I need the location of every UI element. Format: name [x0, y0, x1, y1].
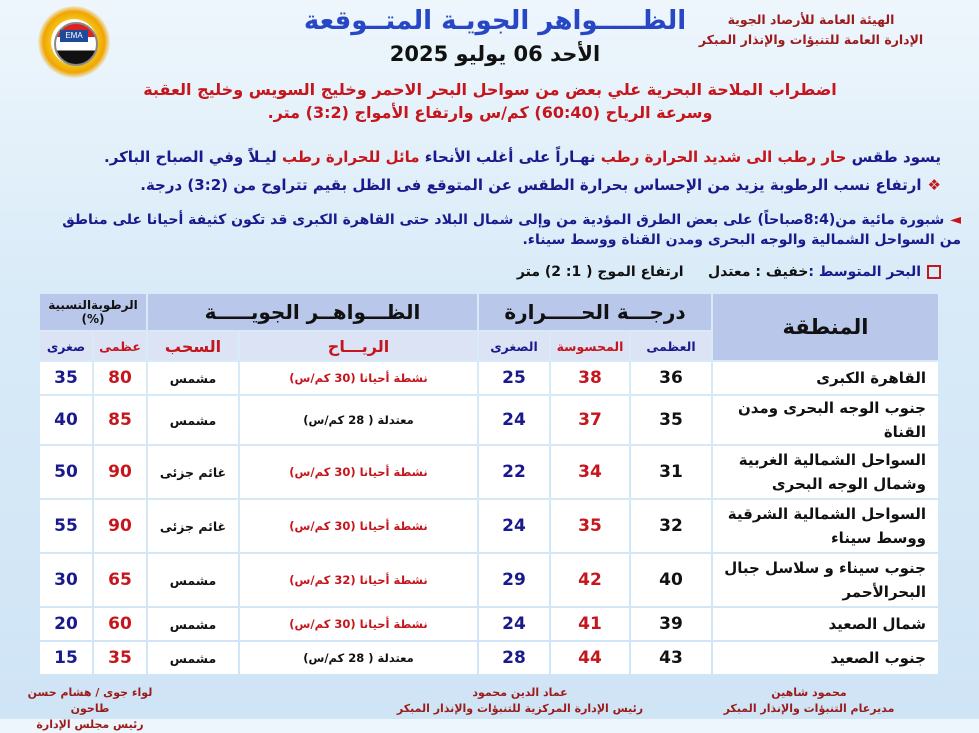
hum-max-cell: 90 [94, 446, 146, 498]
square-bullet-icon [927, 265, 941, 279]
hum-max-cell: 35 [94, 642, 146, 674]
region-cell: جنوب الوجه البحرى ومدن القناة [713, 396, 938, 444]
hum-max-cell: 80 [94, 362, 146, 394]
min-cell: 25 [479, 362, 549, 394]
cloud-cell: غائم جزئى [148, 446, 238, 498]
table-row [40, 500, 938, 552]
b1-d: مائل للحرارة رطب [281, 148, 420, 166]
hum-min-cell: 55 [40, 500, 92, 552]
min-cell: 24 [479, 608, 549, 640]
hum-min-cell: 20 [40, 608, 92, 640]
org-line-1: الهيئة العامة للأرصاد الجوية [727, 12, 895, 27]
signature-chairman [10, 685, 170, 733]
hum-min-cell: 35 [40, 362, 92, 394]
table-row [40, 362, 938, 394]
cloud-cell: مشمس [148, 362, 238, 394]
bullet-fog [56, 210, 961, 250]
b3-text: شبورة مائية من(8:4صباحاً) على بعض الطرق المؤدية من وإلى شمال البلاد حتى القاهرة الكبرى قد تكون كثيفة أحيانا على مناطق من السواحل الشمالية والوجه البحرى ومدن القناة ووسط سيناء. [62, 212, 961, 248]
col-max: العظمى [631, 332, 711, 360]
wind-cell: معتدلة ( 28 كم/س) [240, 396, 477, 444]
signature-central-head [380, 685, 660, 717]
flag-emblem [54, 22, 98, 66]
cloud-cell: مشمس [148, 396, 238, 444]
wind-cell: معتدلة ( 28 كم/س) [240, 642, 477, 674]
forecast-date: الأحد 06 يوليو 2025 [389, 42, 601, 66]
sig3-title: رئيس مجلس الإدارة [36, 718, 144, 731]
sig3-name: لواء جوى / هشام حسن طاحون [27, 686, 153, 715]
region-cell: السواحل الشمالية الغربية وشمال الوجه البحرى [713, 446, 938, 498]
marine-warning-line-2: وسرعة الرياح (60:40) كم/س وارتفاع الأمواج (3:2) متر. [267, 103, 713, 122]
region-cell: جنوب الصعيد [713, 642, 938, 674]
sea-state: خفيف : معتدل [707, 264, 809, 280]
cloud-cell: مشمس [148, 554, 238, 606]
marine-warning-line-1: اضطراب الملاحة البحرية علي بعض من سواحل البحر الاحمر وخليج السويس وخليج العقبة [143, 80, 837, 99]
ema-logo [38, 6, 110, 78]
wind-cell: نشطة أحيانا (30 كم/س) [240, 608, 477, 640]
bullet-weather [61, 148, 941, 166]
col-region: المنطقة [713, 294, 938, 360]
col-phenomena: الظـــواهــر الجويـــــة [148, 294, 477, 330]
hum-min-cell: 50 [40, 446, 92, 498]
min-cell: 24 [479, 500, 549, 552]
col-temperature: درجـــة الحـــــرارة [479, 294, 711, 330]
signature-forecast-director [699, 685, 919, 717]
cloud-cell: مشمس [148, 608, 238, 640]
wind-cell: نشطة أحيانا (30 كم/س) [240, 446, 477, 498]
max-cell: 40 [631, 554, 711, 606]
hum-max-cell: 65 [94, 554, 146, 606]
max-cell: 32 [631, 500, 711, 552]
region-cell: القاهرة الكبرى [713, 362, 938, 394]
triangle-bullet-icon: ◄ [950, 212, 961, 228]
feels-cell: 38 [551, 362, 629, 394]
table-row [40, 554, 938, 606]
b1-c: نهـاراً على أغلب الأنحاء [424, 148, 596, 166]
table-row [40, 608, 938, 640]
feels-cell: 44 [551, 642, 629, 674]
region-cell: السواحل الشمالية الشرقية ووسط سيناء [713, 500, 938, 552]
feels-cell: 41 [551, 608, 629, 640]
b1-a: يسود طقس [851, 148, 941, 166]
b2-text: ارتفاع نسب الرطوبة يزيد من الإحساس بحرارة الطقس عن المتوقع فى الظل بقيم تتراوح من (3:2) درجة. [140, 176, 922, 194]
page-title: الظـــــواهر الجويـة المتــوقعة [303, 6, 687, 36]
min-cell: 24 [479, 396, 549, 444]
max-cell: 39 [631, 608, 711, 640]
col-wind: الريـــاح [240, 332, 477, 360]
feels-cell: 34 [551, 446, 629, 498]
bullet-humidity [61, 176, 941, 194]
hum-max-cell: 60 [94, 608, 146, 640]
hum-min-cell: 15 [40, 642, 92, 674]
org-line-2: الإدارة العامة للتنبؤات والإنذار المبكر [698, 32, 924, 47]
table-row [40, 396, 938, 444]
col-hum-max: عظمى [94, 332, 146, 360]
min-cell: 28 [479, 642, 549, 674]
b1-e: ليـلاً وفي الصباح الباكر. [104, 148, 277, 166]
sig1-title: مديرعام التنبؤات والإنذار المبكر [723, 702, 895, 715]
min-cell: 29 [479, 554, 549, 606]
col-cloud: السحب [148, 332, 238, 360]
sig2-name: عماد الدين محمود [472, 686, 568, 699]
min-cell: 22 [479, 446, 549, 498]
max-cell: 43 [631, 642, 711, 674]
wind-cell: نشطة أحيانا (30 كم/س) [240, 362, 477, 394]
feels-cell: 37 [551, 396, 629, 444]
col-min: الصغرى [479, 332, 549, 360]
organization-name [661, 10, 961, 50]
col-feels: المحسوسة [551, 332, 629, 360]
max-cell: 35 [631, 396, 711, 444]
region-cell: شمال الصعيد [713, 608, 938, 640]
forecast-table [38, 292, 940, 676]
cloud-cell: مشمس [148, 642, 238, 674]
sig2-title: رئيس الإدارة المركزية للتنبؤات والإنذار المبكر [396, 702, 644, 715]
hum-max-cell: 85 [94, 396, 146, 444]
max-cell: 31 [631, 446, 711, 498]
wind-cell: نشطة أحيانا (32 كم/س) [240, 554, 477, 606]
wind-cell: نشطة أحيانا (30 كم/س) [240, 500, 477, 552]
table-row [40, 446, 938, 498]
sig1-name: محمود شاهين [771, 686, 847, 699]
col-hum-min: صغرى [40, 332, 92, 360]
hum-max-cell: 90 [94, 500, 146, 552]
logo-text: EMA [60, 30, 88, 42]
sea-label: البحر المتوسط : [808, 264, 921, 280]
max-cell: 36 [631, 362, 711, 394]
hum-min-cell: 30 [40, 554, 92, 606]
table-row [40, 642, 938, 674]
feels-cell: 35 [551, 500, 629, 552]
b1-b: حار رطب الى شديد الحرارة رطب [600, 148, 847, 166]
hum-min-cell: 40 [40, 396, 92, 444]
diamond-bullet-icon: ❖ [927, 176, 941, 194]
bullet-sea [41, 264, 941, 280]
region-cell: جنوب سيناء و سلاسل جبال البحرالأحمر [713, 554, 938, 606]
cloud-cell: غائم جزئى [148, 500, 238, 552]
sea-waves: ارتفاع الموج ( 1: 2) متر [516, 264, 684, 280]
col-humidity: الرطوبةالنسبية (%) [40, 294, 146, 330]
feels-cell: 42 [551, 554, 629, 606]
